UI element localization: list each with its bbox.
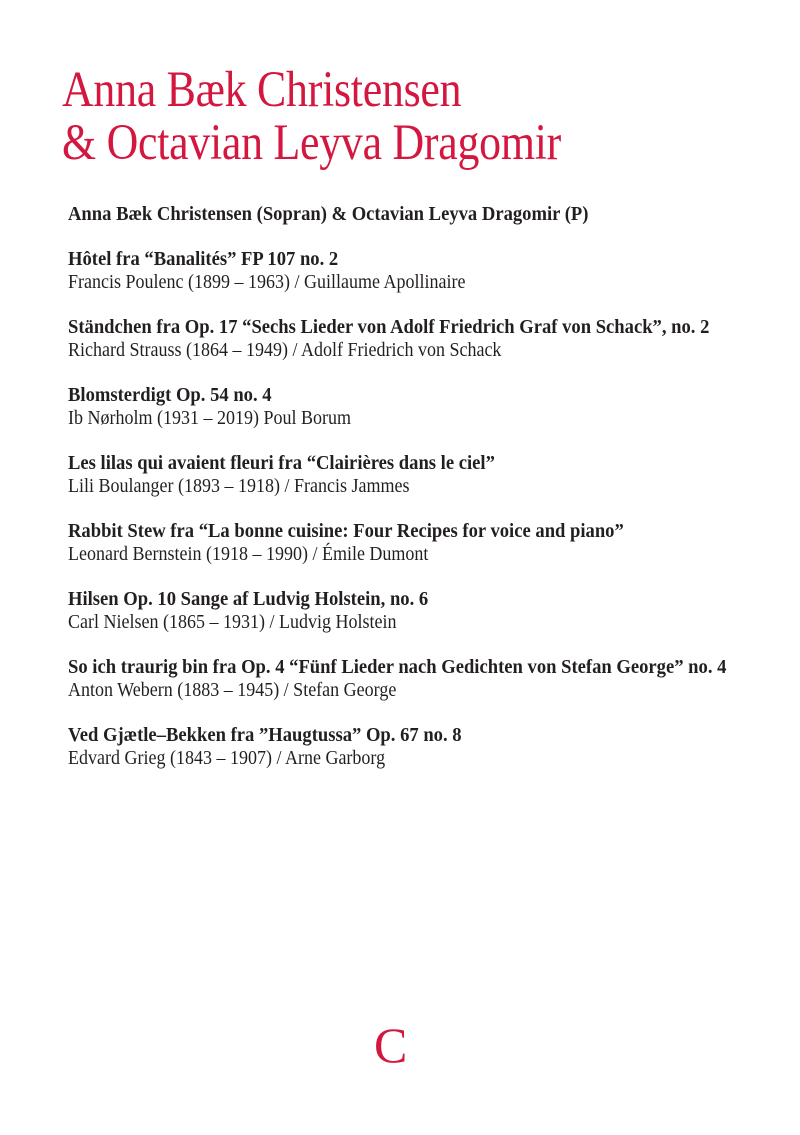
program-item [68,520,748,566]
piece-credit: Carl Nielsen (1865 – 1931) / Ludvig Holstein [68,611,397,633]
piece-title: Hôtel fra “Banalités” FP 107 no. 2 [68,248,339,270]
program-item [68,248,748,294]
performers-line: Anna Bæk Christensen (Sopran) & Octavian Leyva Dragomir (P) [68,203,589,225]
program-item [68,656,748,702]
page-title [62,64,561,170]
piece-title: Blomsterdigt Op. 54 no. 4 [68,384,272,406]
program-item [68,316,748,362]
program-content [68,203,748,792]
title-line-1: Anna Bæk Christensen [62,62,462,118]
program-item [68,724,748,770]
title-line-2: & Octavian Leyva Dragomir [62,115,561,171]
piece-title: Ved Gjætle–Bekken fra ”Haugtussa” Op. 67 no. 8 [68,724,462,746]
piece-credit: Leonard Bernstein (1918 – 1990) / Émile Dumont [68,543,429,565]
piece-credit: Richard Strauss (1864 – 1949) / Adolf Friedrich von Schack [68,339,502,361]
piece-title: Les lilas qui avaient fleuri fra “Clairières dans le ciel” [68,452,495,474]
program-item [68,384,748,430]
piece-credit: Francis Poulenc (1899 – 1963) / Guillaume Apollinaire [68,271,466,293]
piece-credit: Anton Webern (1883 – 1945) / Stefan George [68,679,397,701]
page-marker-letter: C [374,1017,408,1073]
piece-credit: Ib Nørholm (1931 – 2019) Poul Borum [68,407,351,429]
piece-title: Ständchen fra Op. 17 “Sechs Lieder von Adolf Friedrich Graf von Schack”, no. 2 [68,316,710,338]
piece-title: Hilsen Op. 10 Sange af Ludvig Holstein, no. 6 [68,588,429,610]
piece-credit: Lili Boulanger (1893 – 1918) / Francis Jammes [68,475,410,497]
piece-title: So ich traurig bin fra Op. 4 “Fünf Lieder nach Gedichten von Stefan George” no. 4 [68,656,727,678]
piece-credit: Edvard Grieg (1843 – 1907) / Arne Garborg [68,747,386,769]
piece-title: Rabbit Stew fra “La bonne cuisine: Four Recipes for voice and piano” [68,520,624,542]
program-item [68,452,748,498]
program-item [68,588,748,634]
